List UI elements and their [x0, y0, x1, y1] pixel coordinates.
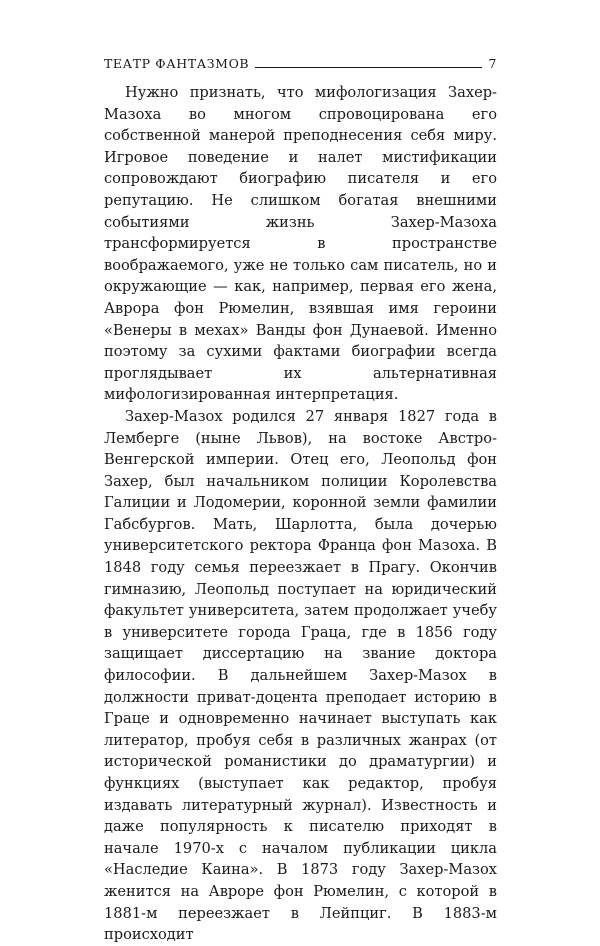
- paragraph: Нужно признать, что мифологизация Захер-Мазоха во многом спровоцирована его собственной манерой преподнесения себя миру. Игровое поведение и налет мистификации сопровождают биографию писателя и его репутацию. Не слишком богатая внешними событиями жизнь Захер-Мазоха трансформируется в пространстве воображаемого, уже не только сам писатель, но и окружающие — как, например, первая его жена, Аврора фон Рюмелин, взявшая имя героини «Венеры в мехах» Ванды фон Дунаевой. Именно поэтому за сухими фактами биографии всегда проглядывает их альтернативная мифологизированная интерпретация.: [104, 84, 497, 404]
- page-number: 7: [488, 56, 497, 71]
- paragraph: Захер-Мазох родился 27 января 1827 года в Лемберге (ныне Львов), на востоке Австро-Венгерской империи. Отец его, Леопольд фон Захер, был начальником полиции Королевства Галиции и Лодомерии, коронной земли фамилии Габсбургов. Мать, Шарлотта, была дочерью университетского ректора Франца фон Мазоха. В 1848 году семья переезжает в Прагу. Окончив гимназию, Леопольд поступает на юридический факультет университета, затем продолжает учебу в университете города Граца, где в 1856 году защищает диссертацию на звание доктора философии. В дальнейшем Захер-Мазох в должности приват-доцента преподает историю в Граце и одновременно начинает выступать как литератор, пробуя себя в различных жанрах (от исторической романистики до драматургии) и функциях (выступает как редактор, пробуя издавать литературный журнал). Известность и даже популярность к писателю приходят в начале 1970-х с началом публикации цикла «Наследие Каина». В 1873 году Захер-Мазох женится на Авроре фон Рюмелин, с которой в 1881-м переезжает в Лейпциг. В 1883-м происходит: [104, 407, 497, 944]
- running-title: ТЕАТР ФАНТАЗМОВ: [104, 56, 250, 71]
- body-text: [104, 82, 497, 946]
- header-rule: [255, 67, 482, 68]
- running-header: [104, 57, 497, 71]
